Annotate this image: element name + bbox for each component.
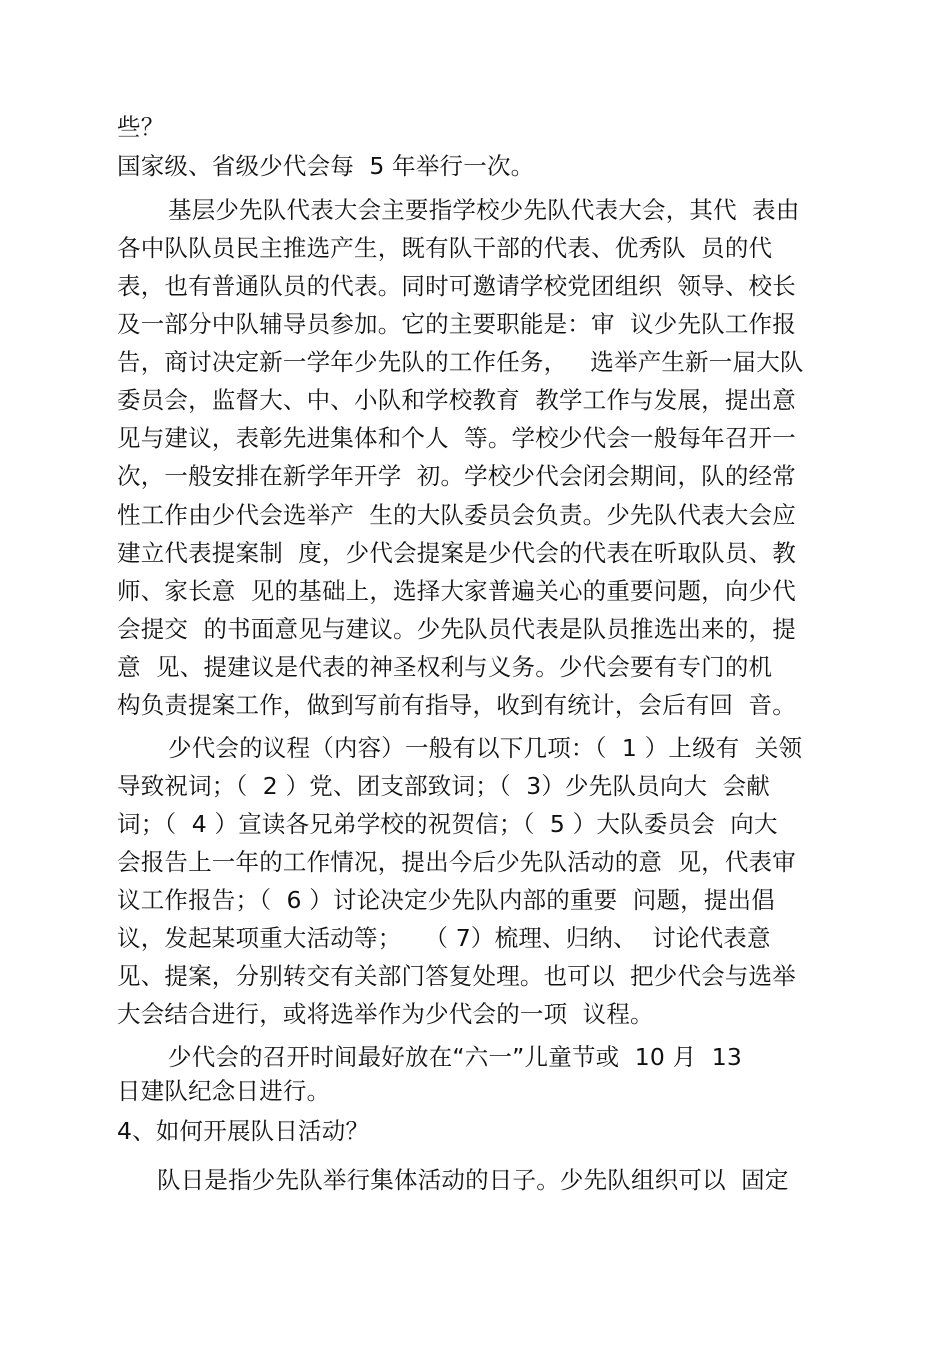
text-line: 各中队队员民主推选产生，既有队干部的代表、优秀队 员的代 xyxy=(117,234,773,262)
text-line: 议工作报告；（ 6 ）讨论决定少先队内部的重要 问题，提出倡 xyxy=(117,886,775,914)
paragraph-start: 少代会的议程（内容）一般有以下几项：（ 1 ）上级有 关领 xyxy=(168,734,803,762)
paragraph-start: 少代会的召开时间最好放在“六一”儿童节或 10 月 13 xyxy=(168,1043,743,1071)
text-line: 会报告上一年的工作情况，提出今后少先队活动的意 见，代表审 xyxy=(117,848,796,876)
section-heading: 4、如何开展队日活动？ xyxy=(117,1117,370,1145)
paragraph-start: 基层少先队代表大会主要指学校少先队代表大会，其代 表由 xyxy=(168,196,800,224)
text-line: 见、提案，分别转交有关部门答复处理。也可以 把少代会与选举 xyxy=(117,962,796,990)
text-line: 意 见、提建议是代表的神圣权利与义务。少代会要有专门的机 xyxy=(117,653,773,681)
text-line: 及一部分中队辅导员参加。它的主要职能是：审 议少先队工作报 xyxy=(117,310,796,338)
paragraph-start: 队日是指少先队举行集体活动的日子。少先队组织可以 固定 xyxy=(157,1166,789,1194)
text-line: 些？ xyxy=(117,113,165,141)
text-line: 会提交 的书面意见与建议。少先队员代表是队员推选出来的，提 xyxy=(117,615,796,643)
text-line: 词；（ 4 ）宣读各兄弟学校的祝贺信；（ 5 ）大队委员会 向大 xyxy=(117,810,778,838)
text-line: 大会结合进行，或将选举作为少代会的一项 议程。 xyxy=(117,1000,654,1028)
text-line: 师、家长意 见的基础上，选择大家普遍关心的重要问题，向少代 xyxy=(117,577,796,605)
text-line: 导致祝词；（ 2 ）党、团支部致词；（ 3）少先队员向大 会献 xyxy=(117,772,770,800)
text-line: 委员会，监督大、中、小队和学校教育 教学工作与发展，提出意 xyxy=(117,386,796,414)
text-line: 日建队纪念日进行。 xyxy=(117,1077,331,1105)
text-line: 国家级、省级少代会每 5 年举行一次。 xyxy=(117,152,535,180)
text-line: 议，发起某项重大活动等； （ 7）梳理、归纳、 讨论代表意 xyxy=(117,924,771,952)
text-line: 构负责提案工作，做到写前有指导，收到有统计，会后有回 音。 xyxy=(117,691,796,719)
text-line: 见与建议，表彰先进集体和个人 等。学校少代会一般每年召开一 xyxy=(117,424,796,452)
text-line: 告，商讨决定新一学年少先队的工作任务， 选举产生新一届大队 xyxy=(117,348,804,376)
text-line: 次，一般安排在新学年开学 初。学校少代会闭会期间，队的经常 xyxy=(117,462,796,490)
text-line: 表，也有普通队员的代表。同时可邀请学校党团组织 领导、校长 xyxy=(117,272,796,300)
text-line: 性工作由少代会选举产 生的大队委员会负责。少先队代表大会应 xyxy=(117,501,796,529)
text-line: 建立代表提案制 度，少代会提案是少代会的代表在听取队员、教 xyxy=(117,539,796,567)
